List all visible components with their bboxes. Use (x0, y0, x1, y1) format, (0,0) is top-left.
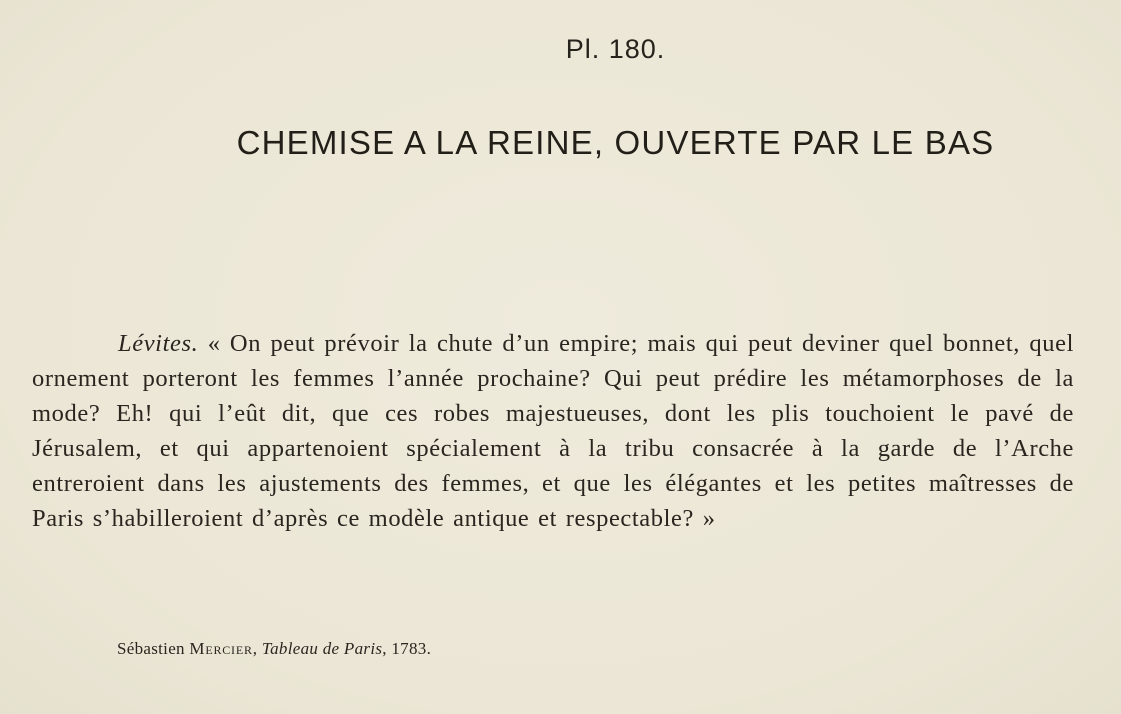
citation-year: , 1783. (382, 639, 432, 658)
citation-author-first: Sébastien (117, 639, 190, 658)
citation-separator: , (252, 639, 262, 658)
term-levites: Lévites. (118, 330, 199, 357)
citation-work-title: Tableau de Paris (261, 639, 383, 658)
citation-author-last: Mercier (189, 639, 253, 658)
citation (117, 639, 431, 659)
plate-number: Pl. 180. (565, 34, 666, 64)
page-title: CHEMISE A LA REINE, OUVERTE PAR LE BAS (236, 124, 995, 161)
quotation-text: « On peut prévoir la chute d’un empire; mais qui peut deviner quel bonnet, quel ornement porteront les femmes l’année prochaine? Qui peut prédire les métamorphoses de la mode? Eh! qui l’eût dit, que ces robes majestueuses, dont les plis touchoient le pavé de Jérusalem, et qui appartenoient spécialement à la tribu consacrée à la garde de l’Arche entreroient dans les ajustements des femmes, et que les élégantes et les petites maîtresses de Paris s’habilleroient d’après ce modèle antique et respectable? » (32, 330, 1074, 532)
quotation-paragraph (32, 326, 1074, 536)
